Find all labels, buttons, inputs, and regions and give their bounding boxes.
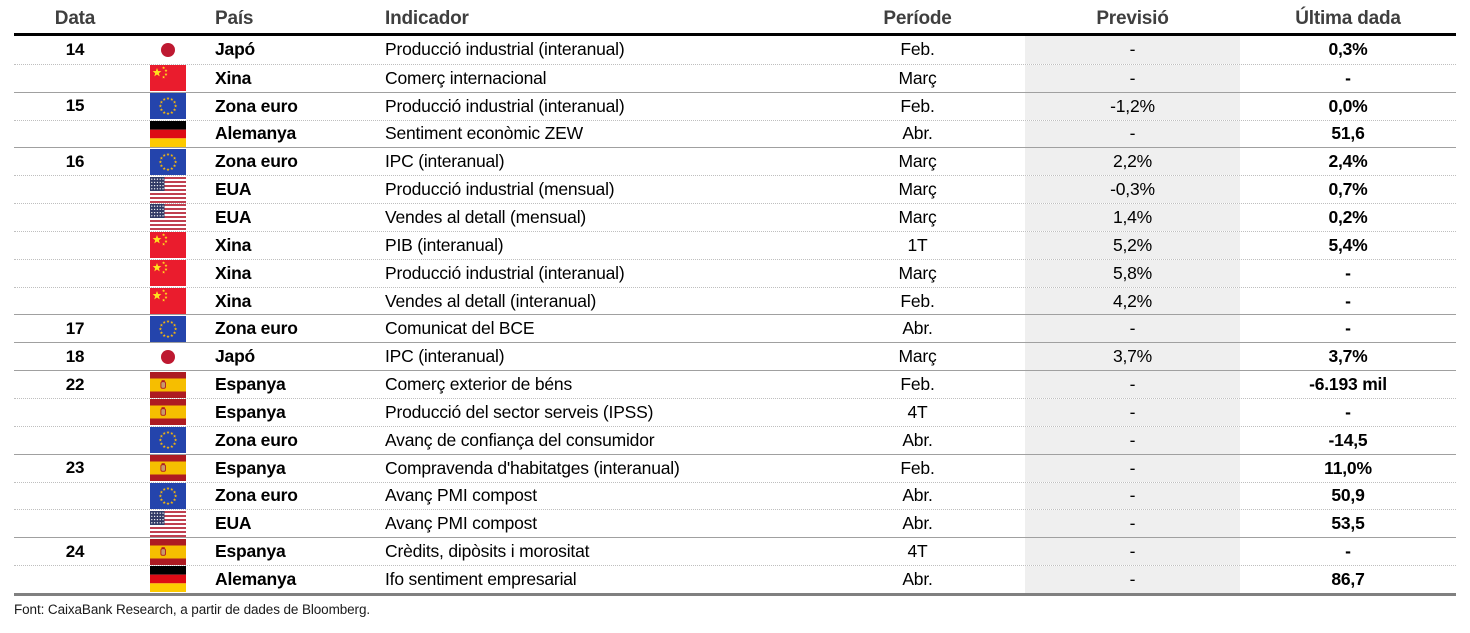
date-cell	[14, 260, 136, 287]
flag-cell	[136, 204, 200, 231]
date-cell: 14	[65, 39, 85, 59]
china-flag-icon	[150, 232, 186, 258]
gap-spacer	[990, 93, 1025, 120]
table-row	[14, 482, 1456, 510]
indicator-cell: Producció industrial (interanual)	[385, 39, 625, 60]
table-row	[14, 287, 1456, 315]
latest-cell: -	[1345, 318, 1351, 339]
latest-cell: 2,4%	[1328, 151, 1368, 172]
japan-flag-icon	[150, 344, 186, 370]
forecast-cell: 1,4%	[1025, 204, 1240, 231]
date-cell	[14, 288, 136, 315]
period-cell: Març	[898, 206, 937, 227]
date-cell	[14, 65, 136, 92]
period-cell: 1T	[907, 234, 928, 255]
gap-spacer	[990, 204, 1025, 231]
column-header-ultima-dada: Última dada	[1295, 8, 1401, 29]
gap-spacer	[990, 371, 1025, 398]
flag-cell	[136, 566, 200, 593]
date-cell: 22	[65, 374, 85, 394]
usa-flag-icon	[150, 177, 186, 203]
date-cell: 15	[65, 96, 85, 116]
forecast-cell: -	[1025, 371, 1240, 398]
flag-cell	[136, 371, 200, 398]
country-cell: Espanya	[215, 457, 286, 478]
indicator-cell: Vendes al detall (mensual)	[385, 206, 587, 227]
flag-cell	[136, 315, 200, 342]
table-row	[14, 231, 1456, 259]
period-cell: Feb.	[900, 457, 935, 478]
date-cell: 16	[65, 151, 85, 171]
period-cell: Març	[898, 179, 937, 200]
indicator-cell: Compravenda d'habitatges (interanual)	[385, 457, 680, 478]
source-note: Font: CaixaBank Research, a partir de dades de Bloomberg.	[14, 602, 370, 617]
china-flag-icon	[150, 288, 186, 314]
indicator-cell: Vendes al detall (interanual)	[385, 290, 597, 311]
gap-spacer	[990, 399, 1025, 426]
gap-spacer	[990, 36, 1025, 64]
eu-flag-icon	[150, 93, 186, 119]
date-cell	[14, 176, 136, 203]
indicator-cell: PIB (interanual)	[385, 234, 504, 255]
eu-flag-icon	[150, 149, 186, 175]
flag-cell	[136, 36, 200, 64]
country-cell: Zona euro	[215, 318, 298, 339]
period-cell: Març	[898, 262, 937, 283]
indicator-cell: Producció del sector serveis (IPSS)	[385, 401, 654, 422]
latest-cell: 86,7	[1331, 568, 1365, 589]
gap-spacer	[990, 288, 1025, 315]
period-cell: Abr.	[902, 513, 933, 534]
germany-flag-icon	[150, 121, 186, 147]
flag-cell	[136, 121, 200, 148]
flag-cell	[136, 148, 200, 175]
country-cell: Japó	[215, 346, 256, 367]
indicators-table	[14, 0, 1456, 596]
china-flag-icon	[150, 260, 186, 286]
latest-cell: 3,7%	[1328, 346, 1368, 367]
period-cell: Març	[898, 346, 937, 367]
column-header-data: Data	[54, 8, 96, 29]
country-cell: Zona euro	[215, 151, 298, 172]
forecast-cell: -	[1025, 399, 1240, 426]
country-cell: Espanya	[215, 374, 286, 395]
flag-cell	[136, 538, 200, 565]
gap-spacer	[990, 427, 1025, 454]
date-cell	[14, 427, 136, 454]
indicator-cell: Producció industrial (interanual)	[385, 262, 625, 283]
forecast-cell: -	[1025, 483, 1240, 510]
indicator-cell: Avanç PMI compost	[385, 513, 537, 534]
latest-cell: 51,6	[1331, 123, 1365, 144]
forecast-cell: -	[1025, 36, 1240, 64]
period-cell: 4T	[907, 541, 928, 562]
country-cell: Zona euro	[215, 429, 298, 450]
period-cell: Abr.	[902, 429, 933, 450]
spain-flag-icon	[150, 399, 186, 425]
country-cell: EUA	[215, 206, 252, 227]
date-cell	[14, 483, 136, 510]
indicator-cell: Comerç exterior de béns	[385, 374, 573, 395]
indicator-cell: Producció industrial (interanual)	[385, 95, 625, 116]
indicator-cell: Ifo sentiment empresarial	[385, 568, 577, 589]
country-cell: Japó	[215, 39, 256, 60]
period-cell: Març	[898, 151, 937, 172]
gap-spacer	[990, 538, 1025, 565]
latest-cell: 50,9	[1331, 485, 1365, 506]
forecast-cell: -	[1025, 510, 1240, 537]
date-cell	[14, 510, 136, 537]
date-cell	[14, 566, 136, 593]
latest-cell: -	[1345, 262, 1351, 283]
latest-cell: -	[1345, 541, 1351, 562]
column-header-indicador: Indicador	[385, 8, 469, 29]
table-header-row	[14, 0, 1456, 36]
indicator-cell: Avanç PMI compost	[385, 485, 537, 506]
spain-flag-icon	[150, 372, 186, 398]
table-body	[14, 36, 1456, 593]
forecast-cell: -	[1025, 65, 1240, 92]
latest-cell: 0,7%	[1328, 179, 1368, 200]
forecast-cell: -0,3%	[1025, 176, 1240, 203]
latest-cell: 0,0%	[1328, 95, 1368, 116]
period-cell: Abr.	[902, 568, 933, 589]
date-cell: 18	[65, 346, 85, 366]
gap-spacer	[990, 566, 1025, 593]
forecast-cell: 2,2%	[1025, 148, 1240, 175]
indicator-cell: IPC (interanual)	[385, 346, 505, 367]
country-cell: Xina	[215, 234, 252, 255]
country-cell: Xina	[215, 262, 252, 283]
country-cell: Alemanya	[215, 123, 297, 144]
spain-flag-icon	[150, 539, 186, 565]
table-row	[14, 203, 1456, 231]
forecast-cell: -1,2%	[1025, 93, 1240, 120]
country-cell: Espanya	[215, 541, 286, 562]
period-cell: Abr.	[902, 485, 933, 506]
forecast-cell: -	[1025, 455, 1240, 482]
flag-cell	[136, 510, 200, 537]
indicator-cell: Producció industrial (mensual)	[385, 179, 615, 200]
period-cell: Març	[898, 67, 937, 88]
date-cell: 17	[65, 318, 85, 338]
country-cell: Zona euro	[215, 95, 298, 116]
latest-cell: -	[1345, 290, 1351, 311]
flag-cell	[136, 427, 200, 454]
table-row	[14, 120, 1456, 148]
country-cell: Xina	[215, 67, 252, 88]
date-cell	[14, 399, 136, 426]
flag-cell	[136, 232, 200, 259]
forecast-cell: -	[1025, 538, 1240, 565]
table-row	[14, 565, 1456, 593]
date-cell	[14, 232, 136, 259]
column-header-periode: Període	[883, 8, 952, 29]
latest-cell: -6.193 mil	[1309, 374, 1387, 395]
gap-spacer	[990, 232, 1025, 259]
indicator-cell: Comerç internacional	[385, 67, 547, 88]
latest-cell: 5,4%	[1328, 234, 1368, 255]
flag-cell	[136, 343, 200, 370]
indicator-cell: Avanç de confiança del consumidor	[385, 429, 655, 450]
gap-spacer	[990, 343, 1025, 370]
spain-flag-icon	[150, 455, 186, 481]
usa-flag-icon	[150, 511, 186, 537]
column-header-gap-spacer	[990, 0, 1025, 33]
country-cell: Zona euro	[215, 485, 298, 506]
table-row	[14, 64, 1456, 92]
eu-flag-icon	[150, 483, 186, 509]
country-cell: Alemanya	[215, 568, 297, 589]
country-cell: Xina	[215, 290, 252, 311]
eu-flag-icon	[150, 316, 186, 342]
country-cell: EUA	[215, 179, 252, 200]
flag-cell	[136, 176, 200, 203]
table-row	[14, 259, 1456, 287]
date-cell: 24	[65, 541, 85, 561]
flag-cell	[136, 260, 200, 287]
germany-flag-icon	[150, 566, 186, 592]
forecast-cell: -	[1025, 121, 1240, 148]
flag-cell	[136, 288, 200, 315]
latest-cell: -14,5	[1328, 429, 1368, 450]
column-header-pais: País	[215, 8, 254, 29]
eu-flag-icon	[150, 427, 186, 453]
table-row	[14, 398, 1456, 426]
table-row	[14, 92, 1456, 120]
gap-spacer	[990, 455, 1025, 482]
table-row	[14, 36, 1456, 64]
gap-spacer	[990, 121, 1025, 148]
period-cell: Abr.	[902, 123, 933, 144]
gap-spacer	[990, 148, 1025, 175]
period-cell: Feb.	[900, 290, 935, 311]
indicator-cell: Sentiment econòmic ZEW	[385, 123, 583, 144]
table-bottom-rule	[14, 593, 1456, 596]
forecast-cell: 5,2%	[1025, 232, 1240, 259]
table-row	[14, 314, 1456, 342]
gap-spacer	[990, 315, 1025, 342]
indicator-cell: Crèdits, dipòsits i morositat	[385, 541, 590, 562]
table-row	[14, 509, 1456, 537]
flag-cell	[136, 399, 200, 426]
flag-cell	[136, 93, 200, 120]
column-header-previsio: Previsió	[1096, 8, 1169, 29]
gap-spacer	[990, 260, 1025, 287]
forecast-cell: -	[1025, 427, 1240, 454]
date-cell: 23	[65, 458, 85, 478]
latest-cell: -	[1345, 67, 1351, 88]
japan-flag-icon	[150, 37, 186, 63]
country-cell: Espanya	[215, 401, 286, 422]
gap-spacer	[990, 483, 1025, 510]
usa-flag-icon	[150, 204, 186, 230]
gap-spacer	[990, 176, 1025, 203]
latest-cell: 53,5	[1331, 513, 1365, 534]
table-row	[14, 426, 1456, 454]
period-cell: Feb.	[900, 95, 935, 116]
china-flag-icon	[150, 65, 186, 91]
period-cell: Feb.	[900, 39, 935, 60]
table-row	[14, 342, 1456, 370]
forecast-cell: -	[1025, 315, 1240, 342]
flag-cell	[136, 65, 200, 92]
forecast-cell: -	[1025, 566, 1240, 593]
gap-spacer	[990, 510, 1025, 537]
latest-cell: 0,2%	[1328, 206, 1368, 227]
table-row	[14, 454, 1456, 482]
gap-spacer	[990, 65, 1025, 92]
period-cell: 4T	[907, 401, 928, 422]
flag-cell	[136, 455, 200, 482]
forecast-cell: 3,7%	[1025, 343, 1240, 370]
date-cell	[14, 204, 136, 231]
table-row	[14, 370, 1456, 398]
latest-cell: 0,3%	[1328, 39, 1368, 60]
indicator-cell: IPC (interanual)	[385, 151, 505, 172]
table-row	[14, 147, 1456, 175]
period-cell: Abr.	[902, 318, 933, 339]
column-header-flag-spacer	[136, 0, 200, 33]
period-cell: Feb.	[900, 374, 935, 395]
forecast-cell: 4,2%	[1025, 288, 1240, 315]
indicator-cell: Comunicat del BCE	[385, 318, 535, 339]
forecast-cell: 5,8%	[1025, 260, 1240, 287]
date-cell	[14, 121, 136, 148]
flag-cell	[136, 483, 200, 510]
table-row	[14, 537, 1456, 565]
country-cell: EUA	[215, 513, 252, 534]
latest-cell: -	[1345, 401, 1351, 422]
latest-cell: 11,0%	[1324, 457, 1372, 478]
table-row	[14, 175, 1456, 203]
